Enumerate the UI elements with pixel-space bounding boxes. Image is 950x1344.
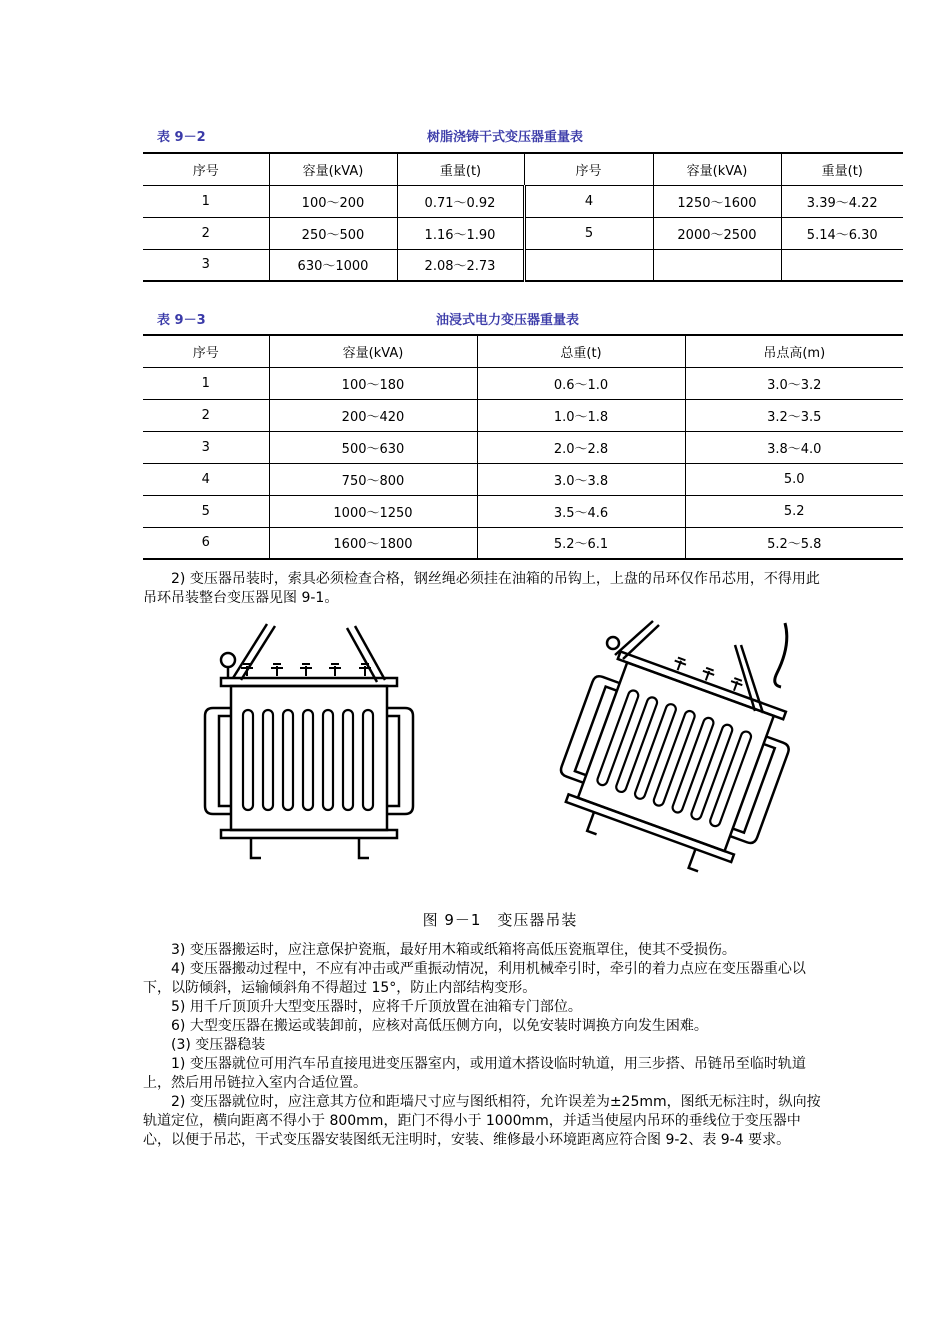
table-row xyxy=(143,185,903,217)
transformer-tilted-illustration xyxy=(545,615,815,885)
table-row xyxy=(143,495,903,527)
table-cell: 3.0～3.2 xyxy=(685,367,903,399)
table-row xyxy=(143,527,903,559)
table-cell: 1 xyxy=(143,367,269,399)
table2-label: 表 9－3 xyxy=(157,313,206,328)
table-cell: 5.2～5.8 xyxy=(685,527,903,559)
header-cell: 容量(kVA) xyxy=(653,153,781,185)
table-header-row xyxy=(143,335,903,367)
table-cell: 250～500 xyxy=(269,217,397,249)
table-cell: 2000～2500 xyxy=(653,217,781,249)
table-row xyxy=(143,217,903,249)
table2-title: 油浸式电力变压器重量表 xyxy=(436,313,580,328)
paragraph-text: 2) 变压器吊装时，索具必须检查合格，钢丝绳必须挂在油箱的吊钩上，上盘的吊环仅作吊芯用，不得用此吊环吊装整台变压器见图 9-1。 xyxy=(143,571,820,606)
table-cell: 750～800 xyxy=(269,463,477,495)
table-row xyxy=(143,431,903,463)
body-text xyxy=(143,941,823,1150)
table-cell: 3 xyxy=(143,431,269,463)
table-cell: 1000～1250 xyxy=(269,495,477,527)
header-cell: 吊点高(m) xyxy=(685,335,903,367)
table-row xyxy=(143,463,903,495)
header-cell: 容量(kVA) xyxy=(269,335,477,367)
figure-caption: 图 9－1 变压器吊装 xyxy=(422,911,578,929)
table-cell: 500～630 xyxy=(269,431,477,463)
table-cell: 4 xyxy=(143,463,269,495)
paragraph: 6) 大型变压器在搬运或装卸前，应核对高低压侧方向，以免安装时调换方向发生困难。 xyxy=(171,1018,708,1034)
table-cell: 5.2～6.1 xyxy=(477,527,685,559)
table-row xyxy=(143,399,903,431)
table-cell: 5.14～6.30 xyxy=(781,217,903,249)
table-cell: 6 xyxy=(143,527,269,559)
table1-title: 树脂浇铸干式变压器重量表 xyxy=(427,130,584,145)
table-cell: 100～180 xyxy=(269,367,477,399)
table-header-row xyxy=(143,153,903,185)
section-heading: (3) 变压器稳装 xyxy=(171,1037,266,1053)
table-cell: 5.2 xyxy=(685,495,903,527)
table-cell: 3.5～4.6 xyxy=(477,495,685,527)
table1-transformer-weight xyxy=(143,152,903,282)
table-cell: 3.0～3.8 xyxy=(477,463,685,495)
table-row xyxy=(143,367,903,399)
table-cell: 5.0 xyxy=(685,463,903,495)
paragraph: 2) 变压器就位时，应注意其方位和距墙尺寸应与图纸相符，允许误差为±25mm，图纸无标注时，纵向按轨道定位，横向距离不得小于 800mm，距门不得小于 1000mm，并适当使屋内吊环的垂线位于变压器中心，以便于吊芯，干式变压器安装图纸无注明时，安装、维修最小环境距离应符合图 9-2、表 9-4 要求。 xyxy=(143,1094,821,1148)
table-cell: 3 xyxy=(143,249,269,281)
header-cell: 序号 xyxy=(143,153,269,185)
paragraph: 3) 变压器搬运时，应注意保护瓷瓶，最好用木箱或纸箱将高低压瓷瓶罩住，使其不受损伤。 xyxy=(171,942,736,958)
table-cell: 3.39～4.22 xyxy=(781,185,903,217)
table1-label: 表 9－2 xyxy=(157,130,206,145)
table-cell: 3.8～4.0 xyxy=(685,431,903,463)
table-cell: 1 xyxy=(143,185,269,217)
paragraph: 4) 变压器搬动过程中，不应有冲击或严重振动情况，利用机械牵引时，牵引的着力点应在变压器重心以下，以防倾斜，运输倾斜角不得超过 15°，防止内部结构变形。 xyxy=(143,961,806,996)
table-cell: 0.71～0.92 xyxy=(397,185,524,217)
table-cell: 4 xyxy=(524,185,653,217)
table-cell xyxy=(781,249,903,281)
table-cell: 100～200 xyxy=(269,185,397,217)
table2-oil-transformer-weight xyxy=(143,334,903,560)
table-cell: 1250～1600 xyxy=(653,185,781,217)
table-cell: 5 xyxy=(143,495,269,527)
table-cell: 1.16～1.90 xyxy=(397,217,524,249)
table-cell: 3.2～3.5 xyxy=(685,399,903,431)
table-cell: 2.08～2.73 xyxy=(397,249,524,281)
paragraph-lifting xyxy=(143,570,823,608)
header-cell: 序号 xyxy=(524,153,653,185)
header-cell: 容量(kVA) xyxy=(269,153,397,185)
table-row xyxy=(143,249,903,281)
paragraph: 5) 用千斤顶顶升大型变压器时，应将千斤顶放置在油箱专门部位。 xyxy=(171,999,582,1015)
table-cell: 200～420 xyxy=(269,399,477,431)
header-cell: 序号 xyxy=(143,335,269,367)
table-cell: 0.6～1.0 xyxy=(477,367,685,399)
header-cell: 重量(t) xyxy=(397,153,524,185)
header-cell: 重量(t) xyxy=(781,153,903,185)
header-cell: 总重(t) xyxy=(477,335,685,367)
table-cell: 1600～1800 xyxy=(269,527,477,559)
table-cell xyxy=(653,249,781,281)
table-cell: 5 xyxy=(524,217,653,249)
paragraph: 1) 变压器就位可用汽车吊直接甩进变压器室内，或用道木搭设临时轨道，用三步搭、吊链吊至临时轨道上，然后用吊链拉入室内合适位置。 xyxy=(143,1056,806,1091)
transformer-upright-illustration xyxy=(195,620,425,870)
table-cell xyxy=(524,249,653,281)
table-cell: 2 xyxy=(143,217,269,249)
table-cell: 630～1000 xyxy=(269,249,397,281)
table-cell: 1.0～1.8 xyxy=(477,399,685,431)
table-cell: 2 xyxy=(143,399,269,431)
table-cell: 2.0～2.8 xyxy=(477,431,685,463)
